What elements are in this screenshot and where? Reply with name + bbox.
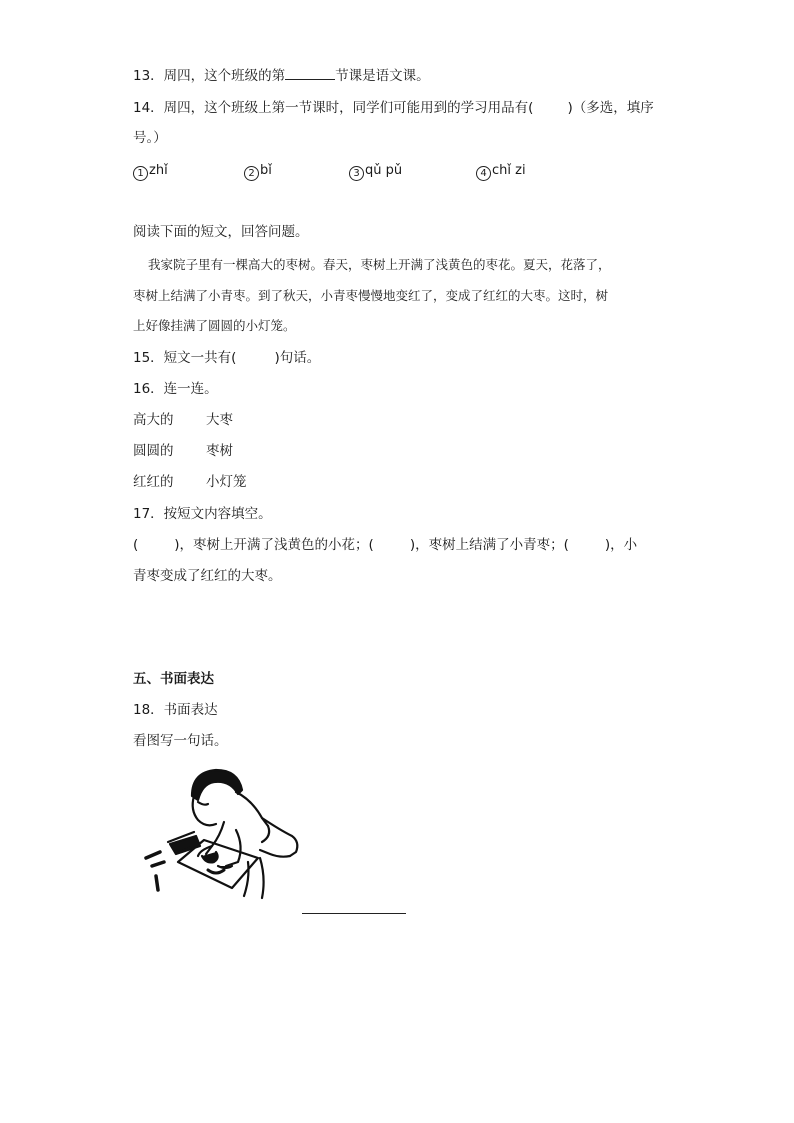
q17-line-1 xyxy=(133,536,637,554)
q14-prefix: 14．周四，这个班级上第一节课时，同学们可能用到的学习用品有( xyxy=(133,100,534,116)
q16-left-item[interactable]: 红红的 xyxy=(133,474,174,490)
option-number-badge: 2 xyxy=(244,166,259,181)
option-text: qǔ pǔ xyxy=(365,163,403,178)
q17-text-1: )，枣树上开满了浅黄色的小花；( xyxy=(174,537,374,553)
reading-passage-line-3: 上好像挂满了圆圆的小灯笼。 xyxy=(133,318,296,333)
q13-answer-blank[interactable] xyxy=(285,67,335,80)
question-14 xyxy=(133,99,654,117)
q17-text-3: )，小 xyxy=(604,537,638,553)
q16-right-item[interactable]: 枣树 xyxy=(206,443,233,459)
q14-option-3 xyxy=(349,162,402,181)
q16-left-item[interactable]: 圆圆的 xyxy=(133,443,174,459)
q14-suffix: )（多选，填序 xyxy=(567,100,654,116)
q17-line-2: 青枣变成了红红的大枣。 xyxy=(133,568,282,584)
section-5-heading: 五、书面表达 xyxy=(133,671,214,687)
question-13 xyxy=(133,67,430,85)
q18-answer-line[interactable] xyxy=(302,913,406,914)
reading-passage-line-2: 枣树上结满了小青枣。到了秋天，小青枣慢慢地变红了，变成了红红的大枣。这时，树 xyxy=(133,288,609,303)
option-number-badge: 1 xyxy=(133,166,148,181)
question-18-title: 18．书面表达 xyxy=(133,702,218,718)
option-text: zhǐ xyxy=(149,163,168,178)
q15-suffix: )句话。 xyxy=(274,350,321,366)
q15-prefix: 15．短文一共有( xyxy=(133,350,237,366)
question-16-title: 16．连一连。 xyxy=(133,381,218,397)
q14-option-1 xyxy=(133,162,168,181)
option-number-badge: 3 xyxy=(349,166,364,181)
q14-option-4 xyxy=(476,162,526,181)
question-15 xyxy=(133,349,320,367)
q17-text-2: )，枣树上结满了小青枣；( xyxy=(409,537,569,553)
child-drawing-illustration xyxy=(140,766,302,902)
reading-intro: 阅读下面的短文，回答问题。 xyxy=(133,224,309,240)
q17-paren-open: ( xyxy=(133,537,139,553)
q14-line2: 号。） xyxy=(133,130,167,146)
q16-right-item[interactable]: 大枣 xyxy=(206,412,233,428)
q16-right-item[interactable]: 小灯笼 xyxy=(206,474,247,490)
q18-instruction: 看图写一句话。 xyxy=(133,733,228,749)
q14-option-2 xyxy=(244,162,272,181)
option-number-badge: 4 xyxy=(476,166,491,181)
option-text: bǐ xyxy=(260,163,272,178)
q13-prefix: 13．周四，这个班级的第 xyxy=(133,68,286,84)
question-17-title: 17．按短文内容填空。 xyxy=(133,506,272,522)
q13-suffix: 节课是语文课。 xyxy=(335,68,430,84)
reading-passage-line-1: 我家院子里有一棵高大的枣树。春天，枣树上开满了浅黄色的枣花。夏天，花落了， xyxy=(148,257,611,272)
option-text: chǐ zi xyxy=(492,163,526,178)
q16-left-item[interactable]: 高大的 xyxy=(133,412,174,428)
